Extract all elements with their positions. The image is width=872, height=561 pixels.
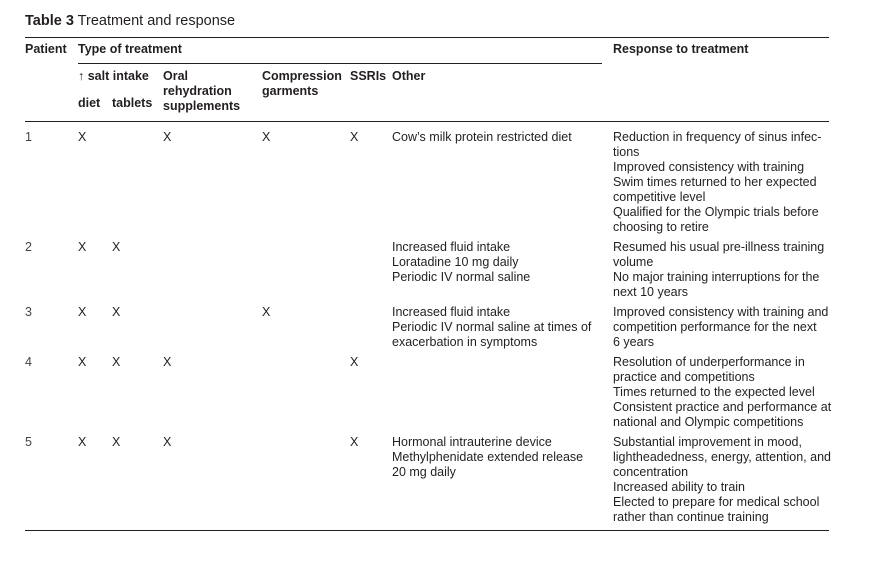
top-rule <box>25 37 829 38</box>
row-1-oral: X <box>163 130 172 144</box>
row-3-tablets: X <box>112 305 121 319</box>
row-2-patient: 2 <box>25 240 32 254</box>
row-2-other: Increased fluid intake Loratadine 10 mg daily Periodic IV normal saline <box>392 240 531 284</box>
bottom-rule <box>25 530 829 531</box>
table-caption <box>25 13 235 29</box>
row-2-response: Resumed his usual pre-illness training volume No major training interruptions for the next 10 years <box>613 240 825 299</box>
header-patient: Patient <box>25 42 67 56</box>
row-3-diet: X <box>78 305 87 319</box>
row-1-response: Reduction in frequency of sinus infec- tions Improved consistency with training Swim times returned to her expected competitive level Qualified for the Olympic trials before choosing to retire <box>613 130 822 234</box>
row-4-diet: X <box>78 355 87 369</box>
header-type-of-treatment: Type of treatment <box>78 42 182 56</box>
row-5-response: Substantial improvement in mood, lightheadedness, energy, attention, and concentration Increased ability to train Elected to prepare for medical school rather than continue training <box>613 435 831 524</box>
row-5-other: Hormonal intrauterine device Methylphenidate extended release 20 mg daily <box>392 435 584 479</box>
header-oral-rehydration: Oral rehydration supplements <box>163 69 241 113</box>
header-diet: diet <box>78 96 101 110</box>
row-4-response: Resolution of underperformance in practice and competitions Times returned to the expected level Consistent practice and performance at national and Olympic competitions <box>613 355 832 429</box>
row-4-oral: X <box>163 355 172 369</box>
row-5-patient: 5 <box>25 435 32 449</box>
row-4-ssris: X <box>350 355 359 369</box>
row-1-patient: 1 <box>25 130 32 144</box>
row-5-tablets: X <box>112 435 121 449</box>
table-caption-label: Table 3 <box>25 13 74 29</box>
row-1-compression: X <box>262 130 271 144</box>
row-4-patient: 4 <box>25 355 32 369</box>
row-3-patient: 3 <box>25 305 32 319</box>
row-3-compression: X <box>262 305 271 319</box>
type-of-treatment-rule <box>78 63 602 64</box>
header-compression: Compression garments <box>262 69 342 98</box>
header-ssris: SSRIs <box>350 69 387 83</box>
header-other: Other <box>392 69 426 83</box>
row-5-ssris: X <box>350 435 359 449</box>
row-2-tablets: X <box>112 240 121 254</box>
header-response: Response to treatment <box>613 42 749 56</box>
row-4-tablets: X <box>112 355 121 369</box>
row-3-other: Increased fluid intake Periodic IV normal saline at times of exacerbation in symptoms <box>392 305 592 349</box>
row-5-oral: X <box>163 435 172 449</box>
row-1-ssris: X <box>350 130 359 144</box>
header-tablets: tablets <box>112 96 153 110</box>
row-3-response: Improved consistency with training and competition performance for the next 6 years <box>613 305 829 349</box>
header-salt-intake: ↑ salt intake <box>78 69 149 83</box>
header-bottom-rule <box>25 121 829 122</box>
row-1-diet: X <box>78 130 87 144</box>
table-caption-title: Treatment and response <box>77 13 236 29</box>
row-1-other: Cow’s milk protein restricted diet <box>392 130 572 144</box>
row-2-diet: X <box>78 240 87 254</box>
row-5-diet: X <box>78 435 87 449</box>
